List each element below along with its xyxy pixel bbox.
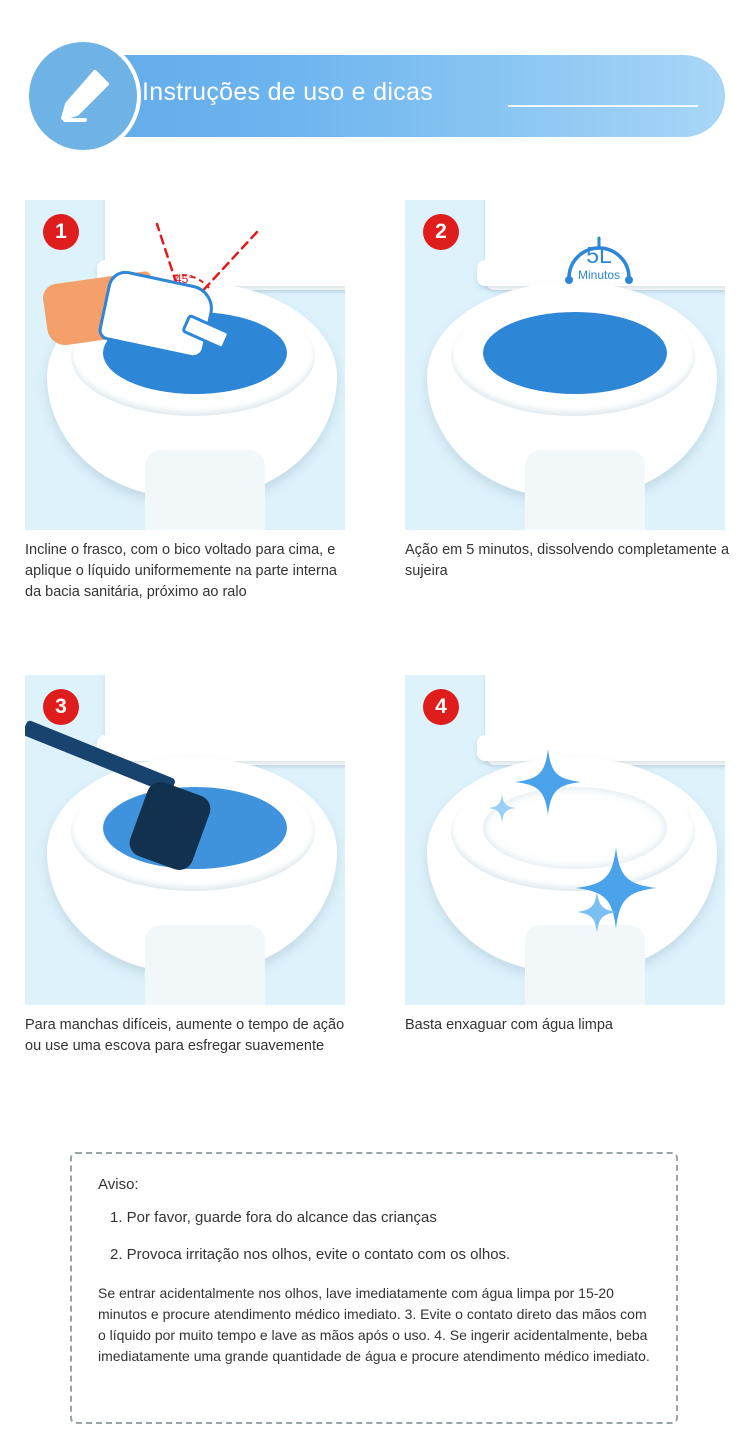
- toilet-tank-lid: [97, 735, 345, 761]
- step-1-image: [25, 200, 345, 530]
- header-underline: [508, 105, 698, 107]
- toilet-water: [483, 312, 667, 394]
- sparkle-icon: [575, 890, 619, 934]
- step-2-caption: Ação em 5 minutos, dissolvendo completamente a sujeira: [405, 542, 730, 580]
- toilet-pedestal: [145, 925, 265, 1005]
- pencil-icon: [51, 64, 115, 128]
- sparkle-icon: [487, 793, 517, 823]
- toilet-pedestal: [145, 450, 265, 530]
- step-4: [405, 675, 735, 1036]
- angle-label: 45°: [175, 272, 194, 286]
- header-icon-circle: [25, 38, 141, 154]
- step-3: [25, 675, 355, 1057]
- notice-paragraph: Se entrar acidentalmente nos olhos, lave imediatamente com água limpa por 15-20 minutos e procure atendimento médico imediato. 3. Evite o contato direto das mãos com o líquido por muito tempo e lave as mãos após o uso. 4. Se ingerir acidentalmente, beba imediatamente uma grande quantidade de água e procure atendimento médico imediato.: [98, 1285, 650, 1364]
- step-3-number: 3: [43, 689, 79, 725]
- notice-item-1: 1. Por favor, guarde fora do alcance das crianças: [110, 1209, 437, 1226]
- step-3-image: [25, 675, 345, 1005]
- step-3-caption: Para manchas difíceis, aumente o tempo de ação ou use uma escova para esfregar suavemente: [25, 1017, 345, 1055]
- step-4-number: 4: [423, 689, 459, 725]
- notice-title: Aviso:: [98, 1176, 139, 1193]
- step-2: [405, 200, 735, 582]
- toilet-pedestal: [525, 450, 645, 530]
- step-2-image: [405, 200, 725, 530]
- sparkle-icon: [513, 747, 583, 817]
- notice-box: [70, 1152, 678, 1424]
- notice-item-2: 2. Provoca irritação nos olhos, evite o contato com os olhos.: [110, 1246, 511, 1263]
- timer-unit: Minutos: [577, 268, 621, 282]
- step-4-image: [405, 675, 725, 1005]
- step-4-caption: Basta enxaguar com água limpa: [405, 1017, 613, 1033]
- page-title: Instruções de uso e dicas: [142, 78, 433, 106]
- toilet-pedestal: [525, 925, 645, 1005]
- step-1: [25, 200, 355, 603]
- step-1-number: 1: [43, 214, 79, 250]
- timer-value: 5L: [586, 242, 612, 268]
- step-1-caption: Incline o frasco, com o bico voltado para cima, e aplique o líquido uniformemente na parte interna da bacia sanitária, próximo ao ralo: [25, 542, 337, 601]
- step-2-number: 2: [423, 214, 459, 250]
